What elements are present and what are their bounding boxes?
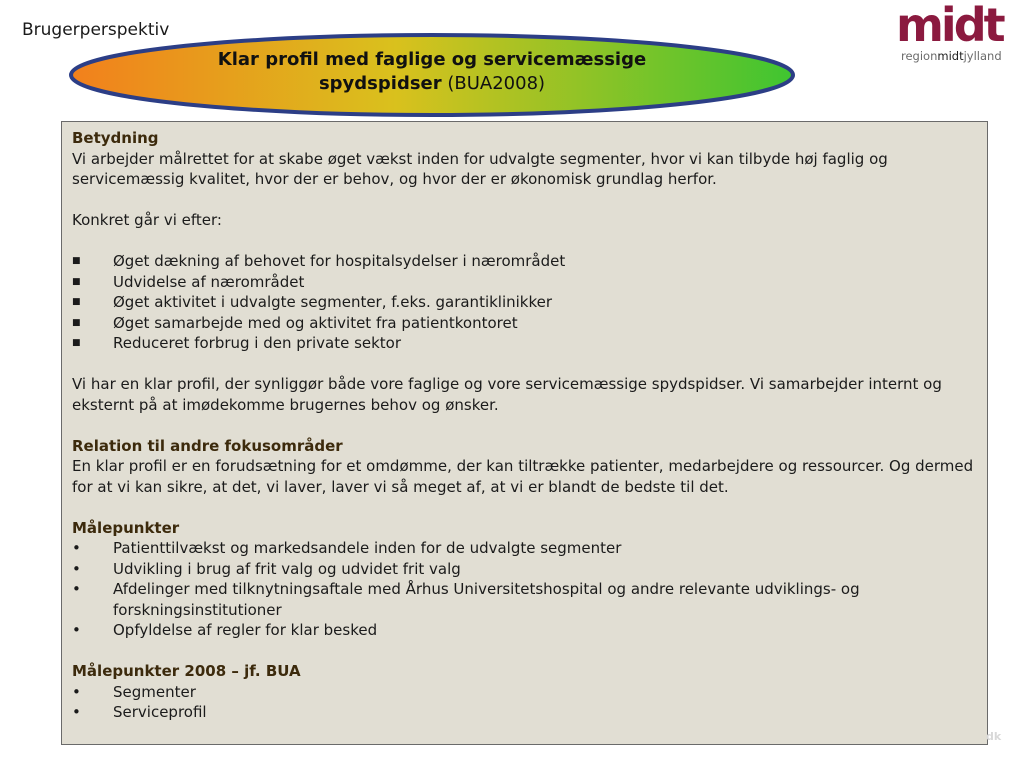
section-label: Brugerperspektiv: [22, 20, 170, 40]
betydning-text: Vi arbejder målrettet for at skabe øget vækst inden for udvalgte segmenter, hvor vi kan tilbyde høj faglig og servicemæssig kvalitet, hvor der er behov, og hvor der er økonomisk grundlag herfor.: [72, 149, 888, 188]
betydning-closing: Vi har en klar profil, der synliggør både vore faglige og vore servicemæssige spydspidser. Vi samarbejder internt og eksternt på at imødekomme brugernes behov og ønsker.: [72, 375, 942, 414]
betydning-heading: Betydning: [72, 129, 159, 147]
list-item: • Udvikling i brug af frit valg og udvidet frit valg: [72, 559, 461, 578]
relation-heading: Relation til andre fokusområder: [72, 436, 343, 455]
title-suffix: (BUA2008): [441, 73, 546, 94]
title-banner: [67, 32, 797, 118]
betydning-list: [72, 251, 977, 354]
list-item: ■ Reduceret forbrug i den private sektor: [72, 334, 402, 352]
list-item: ■ Øget aktivitet i udvalgte segmenter, f.eks. garantiklinikker: [72, 293, 553, 311]
betydning-intro: Konkret går vi efter:: [72, 211, 222, 229]
malepunkter-2008-list: [72, 682, 977, 723]
list-item: ■ Øget dækning af behovet for hospitalsydelser i nærområdet: [72, 252, 566, 270]
relation-text: En klar profil er en forudsætning for et omdømme, der kan tiltrække patienter, medarbejdere og ressourcer. Og dermed for at vi kan sikre, at det, vi laver, laver vi så meget af, at vi er blandt de bedste til det.: [72, 457, 974, 496]
malepunkter-heading: Målepunkter: [72, 518, 180, 537]
list-item: ■ Øget samarbejde med og aktivitet fra patientkontoret: [72, 313, 518, 332]
list-item: • Serviceprofil: [72, 703, 207, 721]
malepunkter-list: [72, 538, 977, 641]
list-item: • Patienttilvækst og markedsandele inden for de udvalgte segmenter: [72, 539, 622, 557]
footer-watermark: dk: [986, 730, 1002, 743]
malepunkter-2008-heading: Målepunkter 2008 – jf. BUA: [72, 662, 301, 680]
logo-subtitle: regionmidtjylland: [901, 49, 1002, 63]
title-line-2: spydspidser: [318, 73, 442, 94]
content-panel: [61, 121, 988, 745]
title-line-1: Klar profil med faglige og servicemæssige: [217, 49, 647, 70]
region-midtjylland-logo[interactable]: [896, 0, 1020, 66]
list-item: • Afdelinger med tilknytningsaftale med Århus Universitetshospital og andre relevante udviklings- og forskningsinstitutioner: [72, 580, 860, 619]
list-item: ■ Udvidelse af nærområdet: [72, 272, 305, 291]
list-item: • Opfyldelse af regler for klar besked: [72, 621, 378, 639]
logo-wordmark: midt: [896, 0, 1003, 52]
list-item: • Segmenter: [72, 682, 196, 701]
page-title: [67, 48, 797, 96]
